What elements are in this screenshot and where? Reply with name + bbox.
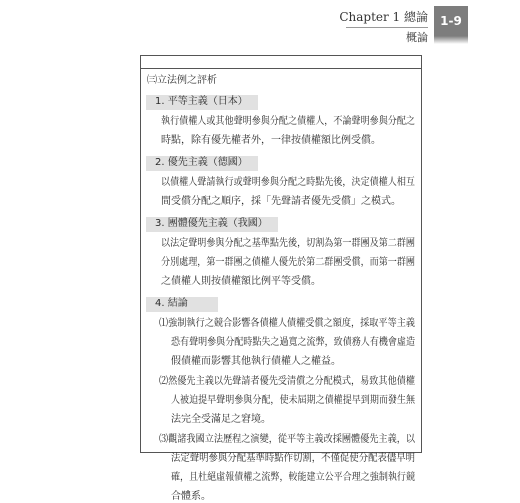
box-top-band: [141, 56, 421, 69]
header-text: [339, 8, 428, 45]
conclusion-3-line-3: 確，且杜絕虛報債權之流弊，較能建立公平合理之強制執行競: [171, 472, 415, 483]
conclusion-1-line-3: 假債權而影響其他執行債權人之權益。: [171, 356, 341, 367]
header-rule: [346, 27, 428, 28]
item-3-line-2: 分別處理，第一群團之債權人優先於第二群團受償，而第一群團: [161, 257, 415, 268]
conclusion-3-line-2: 法定聲明參與分配基準時點作切割，不僅促使分配表儘早明: [171, 453, 415, 464]
conclusion-2-line-1: ⑵然優先主義以先聲請者優先受清償之分配模式，易致其他債權: [159, 376, 415, 387]
conclusion-1-line-2: 恐有聲明參與分配時點失之過寬之流弊，致債務人有機會虛造: [171, 337, 415, 348]
item-1-line-1: 執行債權人或其他聲明參與分配之債權人，不論聲明參與分配之: [161, 116, 415, 127]
conclusion-3-line-4: 合體系。: [171, 491, 211, 502]
section-title: 概論: [406, 31, 428, 44]
item-heading-3: 3. 團體優先主義（我國）: [155, 218, 268, 229]
content-box: [140, 55, 422, 502]
conclusion-2-line-3: 法完全受滿足之窘境。: [171, 414, 271, 425]
conclusion-1-line-1: ⑴強制執行之競合影響各債權人債權受償之額度，採取平等主義: [159, 318, 415, 329]
item-heading-1: 1. 平等主義（日本）: [155, 96, 248, 107]
item-2-line-2: 間受償分配之順序，採「先聲請者優先受償」之模式。: [161, 196, 401, 207]
chapter-title: Chapter 1 總論: [339, 10, 428, 24]
page-number-tab: 1-9: [434, 6, 468, 36]
item-2-line-1: 以債權人聲請執行或聲明參與分配之時點先後，決定債權人相互: [161, 177, 415, 188]
item-1-line-2: 時點，除有優先權者外，一律按債權額比例受償。: [161, 135, 381, 146]
item-3-line-3: 之債權人則按債權額比例平等受償。: [161, 276, 321, 287]
conclusion-3-line-1: ⑶觀諸我國立法歷程之演變，從平等主義改採團體優先主義，以: [159, 434, 415, 445]
item-3-line-1: 以法定聲明參與分配之基準點先後，切割為第一群團及第二群團: [161, 238, 415, 249]
item-heading-2: 2. 優先主義（德國）: [155, 157, 248, 168]
box-title: ㈢立法例之評析: [147, 75, 217, 86]
conclusion-2-line-2: 人被迫提早聲明參與分配，使未屆期之債權提早到期而發生無: [171, 395, 415, 406]
item-heading-4: 4. 結論: [155, 298, 188, 309]
